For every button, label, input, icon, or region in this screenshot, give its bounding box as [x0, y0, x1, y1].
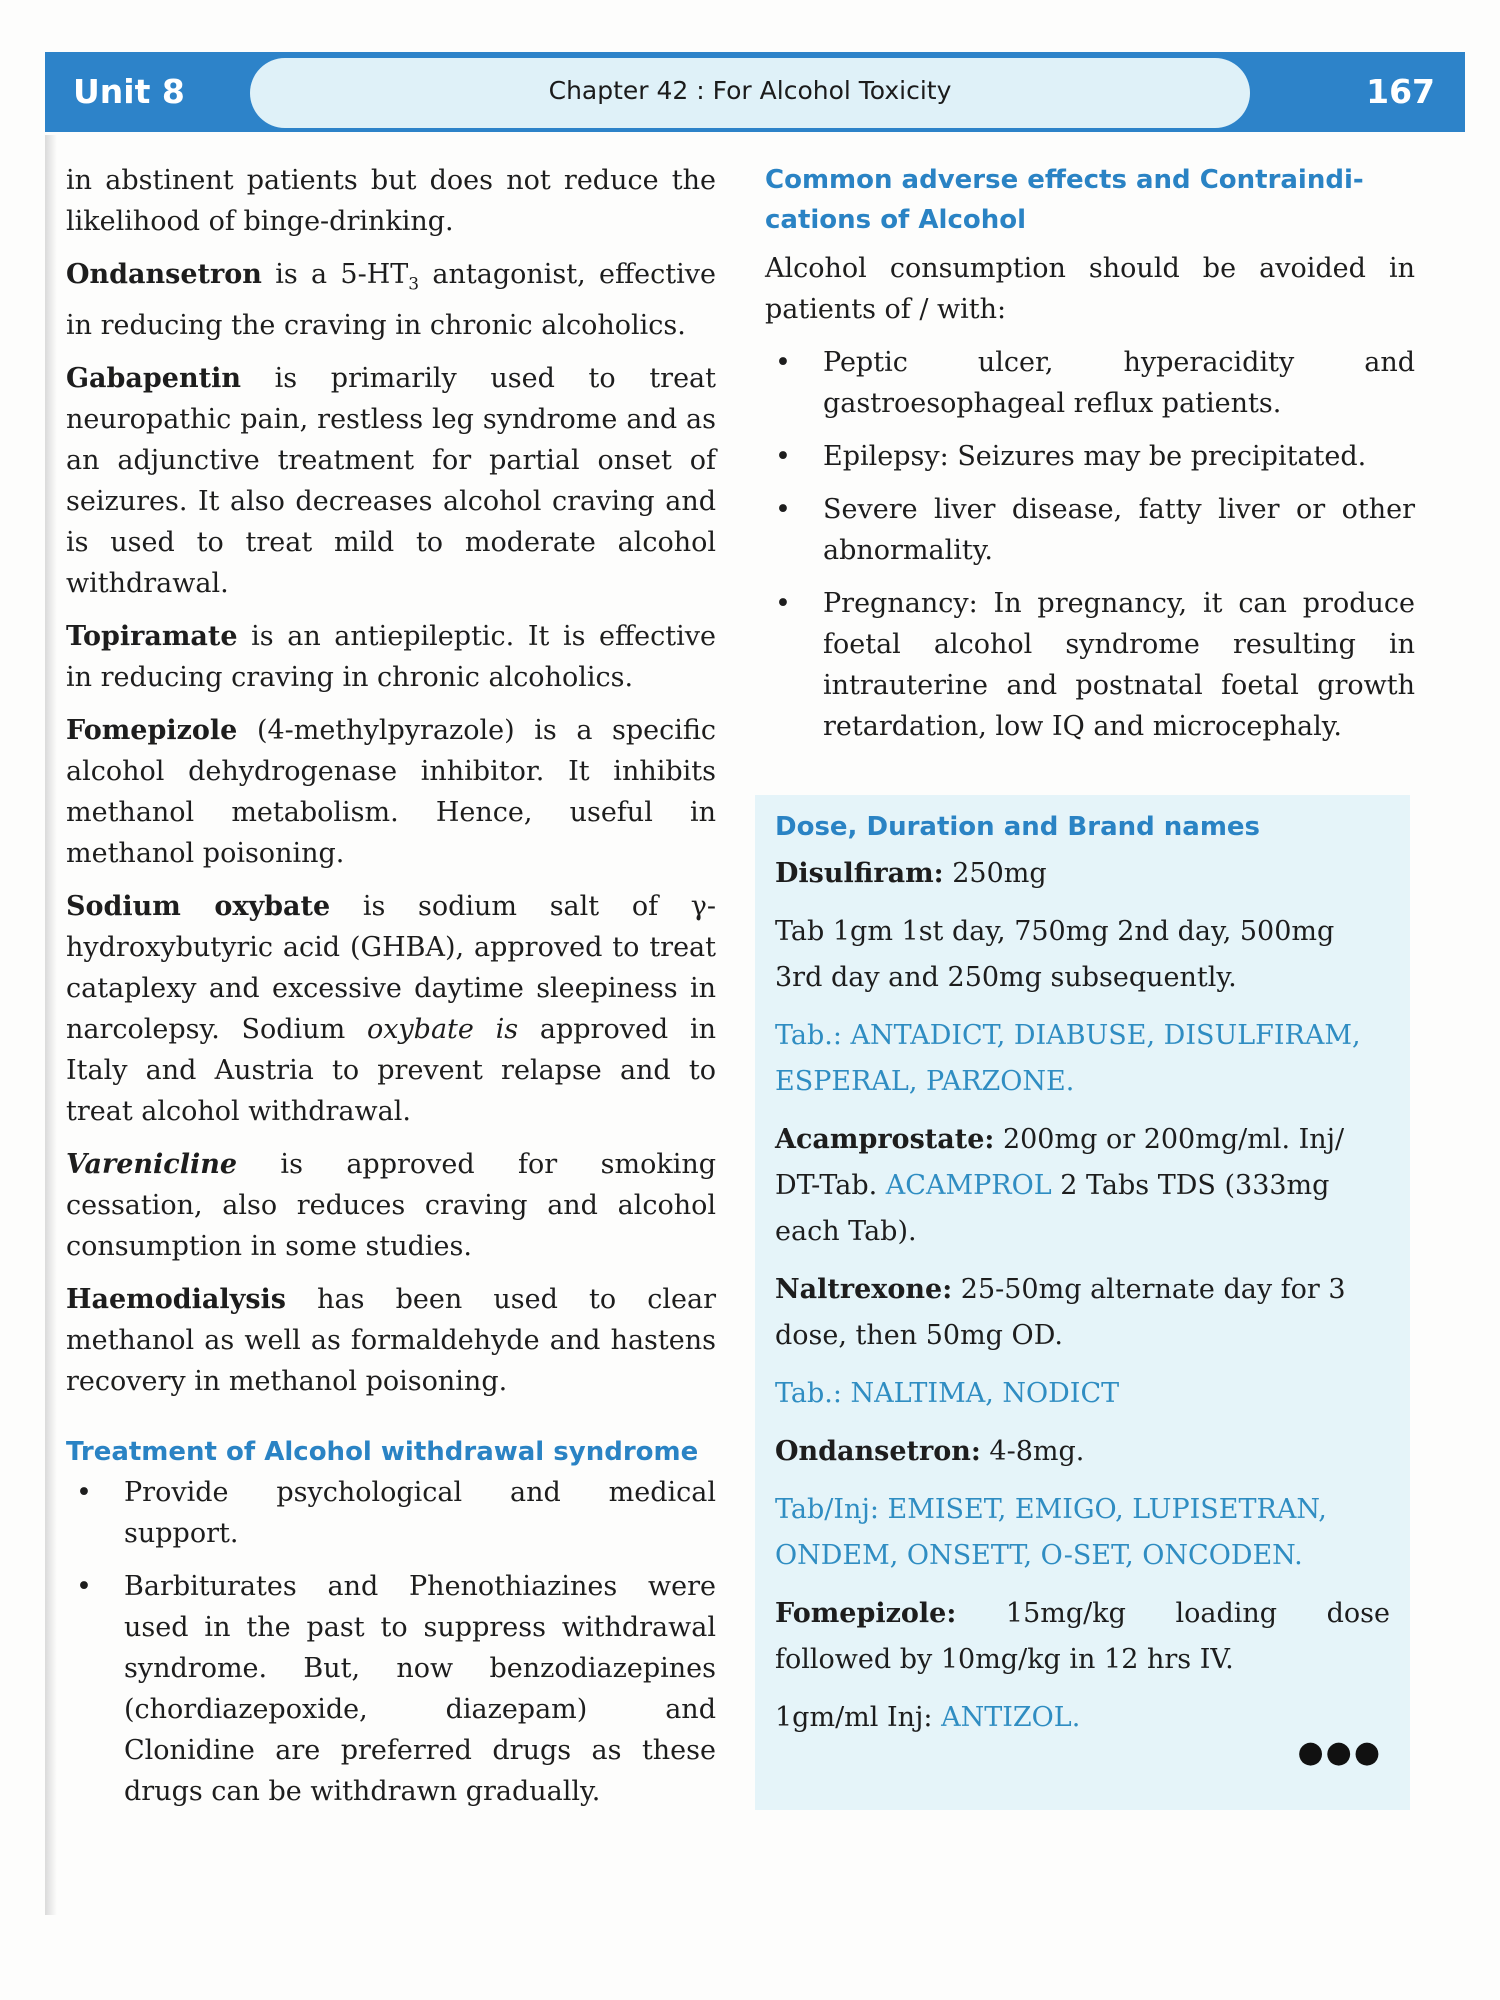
heading-dose-brand: Dose, Duration and Brand names — [775, 812, 1261, 842]
paragraph-gabapentin — [66, 358, 716, 604]
disulfiram-dose — [775, 851, 1390, 897]
bullet-dot: • — [76, 1571, 92, 1603]
adverse-intro: Alcohol consumption should be avoided in patients of / with: — [765, 253, 1415, 325]
disulfiram-regimen: Tab 1gm 1st day, 750mg 2nd day, 500mg 3rd day and 250mg subsequently. — [775, 916, 1335, 993]
list-item — [765, 583, 1415, 747]
chapter-title: Chapter 42 : For Alcohol Toxicity — [548, 76, 952, 105]
right-column — [765, 160, 1415, 759]
paragraph-fomepizole — [66, 710, 716, 874]
disulfiram-dose-value: 250mg — [943, 858, 1047, 889]
term-gabapentin: Gabapentin — [66, 363, 241, 395]
term-sodium-oxybate: Sodium oxybate — [66, 891, 331, 923]
disulfiram-brands: Tab.: ANTADICT, DIABUSE, DISULFIRAM, ESPERAL, PARZONE. — [775, 1020, 1361, 1097]
ondansetron-dose-value: 4-8mg. — [980, 1436, 1085, 1467]
list-item — [765, 342, 1415, 424]
text-ondansetron-b: antagonist, effective in reducing the craving in chronic alcoholics. — [66, 259, 716, 342]
paragraph-topiramate — [66, 616, 716, 698]
term-fomepizole-dose: Fomepizole: — [775, 1598, 957, 1629]
term-ondansetron: Ondansetron — [66, 259, 262, 290]
paragraph-continuation: in abstinent patients but does not reduce the likelihood of binge-drinking. — [66, 165, 716, 237]
text-topiramate: is an antiepileptic. It is effective in reducing craving in chronic alcoholics. — [66, 621, 716, 694]
paragraph-sodium-oxybate — [66, 886, 716, 1132]
fomepizole-dose-value: 15mg/kg loading dose followed by 10mg/kg in 12 hrs IV. — [775, 1598, 1390, 1675]
antizol-brand: ANTIZOL. — [941, 1702, 1081, 1733]
left-column — [66, 160, 716, 1824]
section-end-marker: ●●● — [1297, 1735, 1382, 1770]
text-sodium-oxybate-b: approved in Italy and Austria to prevent relapse and to treat alcohol withdrawal. — [66, 1014, 716, 1128]
acamprostate-text-b: 2 Tabs TDS (333mg each Tab). — [775, 1170, 1330, 1247]
term-naltrexone: Naltrexone: — [775, 1274, 953, 1305]
dose-info-box — [755, 795, 1410, 1810]
paragraph-ondansetron — [66, 254, 716, 346]
list-item-text: Peptic ulcer, hyperacidity and gastroesophageal reflux patients. — [823, 347, 1415, 419]
page-header — [45, 52, 1465, 132]
text-sodium-oxybate-italic: oxybate is — [366, 1014, 519, 1046]
withdrawal-bullet-list — [66, 1472, 716, 1812]
inj-label: 1gm/ml Inj: — [775, 1702, 942, 1733]
chapter-pill — [250, 58, 1250, 128]
text-fomepizole: (4-methylpyrazole) is a specific alcohol dehydrogenase inhibitor. It inhibits methanol metabolism. Hence, useful in methanol poisoning. — [66, 715, 716, 870]
ondansetron-dose — [775, 1429, 1390, 1475]
bullet-dot: • — [775, 441, 791, 472]
term-topiramate: Topiramate — [66, 621, 238, 653]
paragraph-haemodialysis — [66, 1279, 716, 1402]
list-item — [765, 436, 1415, 477]
page-number: 167 — [1366, 72, 1435, 111]
term-haemodialysis: Haemodialysis — [66, 1284, 286, 1316]
adverse-bullet-list — [765, 342, 1415, 747]
unit-label: Unit 8 — [73, 72, 185, 111]
list-item-text: Epilepsy: Seizures may be precipitated. — [823, 441, 1367, 472]
paragraph-varenicline — [66, 1144, 716, 1267]
ondansetron-brands: Tab/Inj: EMISET, EMIGO, LUPISETRAN, ONDEM, ONSETT, O-SET, ONCODEN. — [775, 1494, 1327, 1571]
bullet-dot: • — [76, 1477, 92, 1509]
page-gutter-shadow — [45, 135, 57, 1915]
subscript-3: 3 — [408, 274, 420, 295]
bullet-dot: • — [775, 588, 791, 619]
text-varenicline: is approved for smoking cessation, also reduces craving and alcohol consumption in some studies. — [66, 1149, 716, 1263]
dose-info-content — [775, 807, 1390, 1753]
list-item — [66, 1472, 716, 1554]
bullet-dot: • — [775, 347, 791, 378]
list-item-text: Barbiturates and Phenothiazines were used in the past to suppress withdrawal syndrome. But, now benzodiazepines (chordiazepoxide, diazepam) and Clonidine are preferred drugs as these drugs can be withdrawn gradually. — [124, 1571, 716, 1808]
acamprostate-brand: ACAMPROL — [885, 1170, 1052, 1201]
fomepizole-dose — [775, 1591, 1390, 1683]
text-haemodialysis: has been used to clear methanol as well as formaldehyde and hastens recovery in methanol poisoning. — [66, 1284, 716, 1398]
term-varenicline: Varenicline — [66, 1149, 238, 1181]
term-acamprostate: Acamprostate: — [775, 1124, 995, 1155]
list-item-text: Severe liver disease, fatty liver or other abnormality. — [823, 494, 1415, 566]
heading-adverse-effects: Common adverse effects and Contraindi-cations of Alcohol — [765, 165, 1364, 235]
text-gabapentin: is primarily used to treat neuropathic pain, restless leg syndrome and as an adjunctive treatment for partial onset of seizures. It also decreases alcohol craving and is used to treat mild to moderate alcohol withdrawal. — [66, 363, 716, 600]
naltrexone-dose-value: 25-50mg alternate day for 3 dose, then 50mg OD. — [775, 1274, 1346, 1351]
acamprostate-text-a: 200mg or 200mg/ml. Inj/ DT-Tab. — [775, 1124, 1345, 1201]
naltrexone-brands: Tab.: NALTIMA, NODICT — [775, 1378, 1120, 1409]
text-ondansetron-a: is a 5-HT — [261, 259, 409, 290]
list-item — [765, 489, 1415, 571]
text-sodium-oxybate-a: is sodium salt of γ-hydroxybutyric acid (GHBA), approved to treat cataplexy and excessive daytime sleepiness in narcolepsy. Sodium — [66, 891, 716, 1046]
acamprostate-dose — [775, 1117, 1390, 1255]
naltrexone-dose — [775, 1267, 1390, 1359]
bullet-dot: • — [775, 494, 791, 525]
list-item-text: Provide psychological and medical support. — [124, 1477, 716, 1550]
term-ondansetron-dose: Ondansetron: — [775, 1436, 981, 1467]
list-item — [66, 1566, 716, 1812]
term-fomepizole: Fomepizole — [66, 715, 238, 747]
term-disulfiram: Disulfiram: — [775, 858, 944, 889]
heading-withdrawal-treatment: Treatment of Alcohol withdrawal syndrome — [66, 1437, 699, 1468]
list-item-text: Pregnancy: In pregnancy, it can produce foetal alcohol syndrome resulting in intrauterine and postnatal foetal growth retardation, low IQ and microcephaly. — [823, 588, 1415, 742]
